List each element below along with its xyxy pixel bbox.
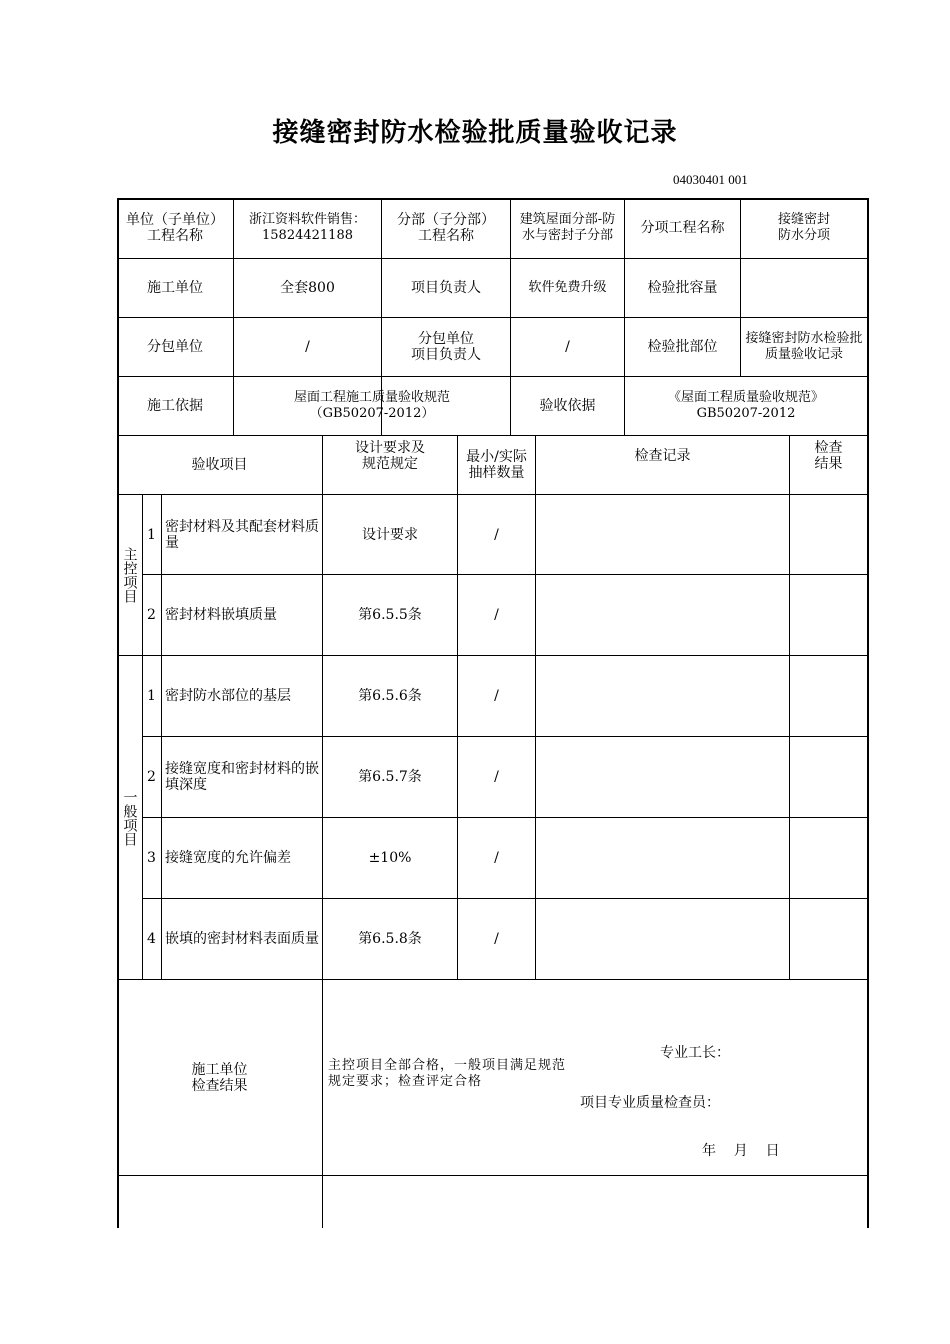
design-requirement: 设计要求	[362, 526, 418, 543]
date-label: 年 月 日	[702, 1143, 780, 1159]
construction-basis-value: 屋面工程施工质量验收规范 （GB50207-2012）	[293, 390, 450, 421]
row-number: 3	[147, 850, 156, 866]
col-header-design: 设计要求及 规范规定	[355, 440, 425, 472]
page-title: 接缝密封防水检验批质量验收记录	[272, 118, 678, 148]
sub-pm-value: /	[565, 339, 570, 355]
document-code: 04030401 001	[673, 172, 748, 187]
sample-count: /	[494, 931, 499, 947]
design-requirement: 第6.5.8条	[358, 931, 422, 947]
row-number: 1	[147, 526, 156, 543]
contractor-label: 施工单位	[147, 280, 203, 296]
row-number: 4	[147, 931, 156, 947]
sample-count: /	[494, 526, 499, 543]
subitem-name-value: 接缝密封 防水分项	[777, 212, 830, 243]
sample-count: /	[494, 688, 499, 704]
project-manager-value: 软件免费升级	[528, 280, 607, 295]
inspection-table	[117, 198, 869, 1228]
item-description: 密封防水部位的基层	[165, 688, 291, 704]
sub-pm-label: 分包单位 项目负责人	[411, 331, 481, 363]
item-description: 接缝宽度和密封材料的嵌填深度	[165, 761, 319, 793]
col-header-sample: 最小/实际 抽样数量	[466, 449, 527, 481]
construction-basis-label: 施工依据	[147, 398, 203, 414]
design-requirement: 第6.5.6条	[358, 688, 422, 704]
batch-capacity-label: 检验批容量	[647, 280, 718, 296]
design-requirement: 第6.5.7条	[358, 769, 422, 785]
batch-location-label: 检验批部位	[647, 339, 718, 355]
item-description: 嵌填的密封材料表面质量	[165, 931, 319, 947]
subcontractor-value: /	[305, 339, 310, 355]
design-requirement: ±10%	[368, 850, 412, 866]
item-description: 密封材料嵌填质量	[165, 607, 277, 623]
project-manager-label: 项目负责人	[411, 280, 481, 296]
design-requirement: 第6.5.5条	[358, 607, 422, 623]
unit-name-value: 浙江资料软件销售：15824421188	[248, 212, 366, 243]
batch-capacity-value	[741, 259, 867, 317]
general-group-label: 一般项目	[121, 789, 138, 846]
batch-location-value: 接缝密封防水检验批质量验收记录	[745, 331, 863, 362]
foreman-label: 专业工长：	[660, 1045, 730, 1061]
main-control-group-label: 主控项目	[121, 547, 138, 603]
unit-name-label: 单位（子单位） 工程名称	[126, 212, 224, 244]
check-conclusion-text: 主控项目全部合格，一般项目满足规范规定要求；检查评定合格	[328, 1058, 567, 1089]
sample-count: /	[494, 607, 499, 623]
col-header-result: 检查 结果	[814, 440, 843, 472]
subitem-name-label: 分项工程名称	[640, 220, 725, 236]
contractor-check-label: 施工单位 检查结果	[191, 1061, 248, 1094]
row-number: 2	[147, 607, 156, 623]
division-name-label: 分部（子分部） 工程名称	[397, 212, 495, 244]
sample-count: /	[494, 850, 499, 866]
subcontractor-label: 分包单位	[147, 339, 203, 355]
acceptance-basis-label: 验收依据	[539, 398, 596, 414]
acceptance-basis-value: 《屋面工程质量验收规范》 GB50207-2012	[667, 390, 824, 421]
row-number: 1	[147, 688, 156, 704]
row-number: 2	[147, 769, 156, 785]
contractor-value: 全套800	[280, 280, 335, 296]
item-description: 密封材料及其配套材料质量	[165, 518, 319, 551]
col-header-item: 验收项目	[191, 457, 248, 473]
quality-inspector-label: 项目专业质量检查员：	[580, 1095, 720, 1111]
sample-count: /	[494, 769, 499, 785]
division-name-value: 建筑屋面分部-防水与密封子分部	[519, 212, 616, 243]
item-description: 接缝宽度的允许偏差	[165, 850, 291, 866]
col-header-record: 检查记录	[634, 448, 691, 464]
